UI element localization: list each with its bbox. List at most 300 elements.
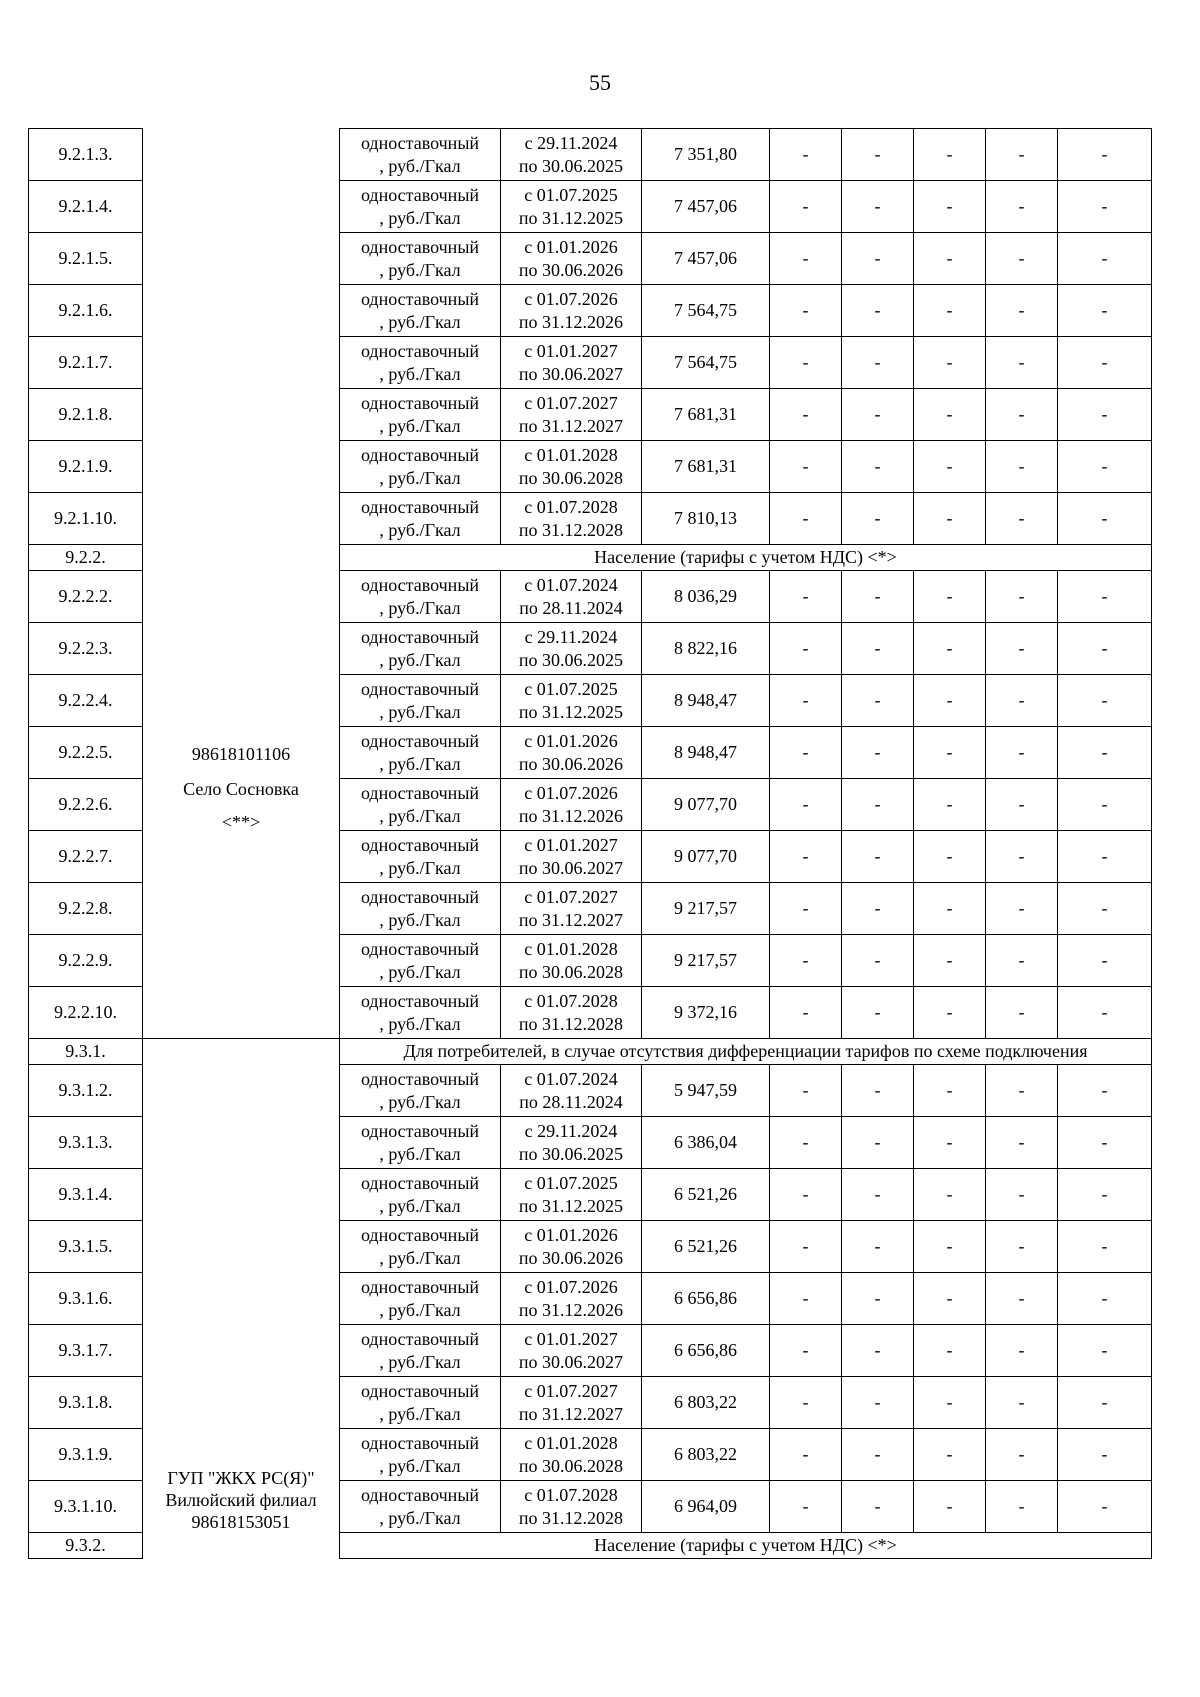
row-number-cell: 9.3.1.6. [29,1273,143,1325]
period-end: по 31.12.2026 [518,311,624,332]
tariff-type-cell [340,1377,501,1429]
empty-value-cell: - [842,1325,914,1377]
tariff-value-cell: 7 457,06 [642,181,770,233]
empty-value-cell: - [914,987,986,1039]
period-cell [501,675,642,727]
tariff-unit-line: , руб./Гкал [379,597,461,618]
empty-value-cell: - [1058,129,1152,181]
empty-value-cell: - [1058,337,1152,389]
period-start: с 29.11.2024 [524,132,618,153]
period-cell [501,623,642,675]
tariff-unit-line: , руб./Гкал [379,1455,461,1476]
empty-value-cell: - [842,1065,914,1117]
row-number-cell: 9.2.2.6. [29,779,143,831]
section-heading-cell: Для потребителей, в случае отсутствия дифференциации тарифов по схеме подключения [340,1039,1152,1065]
table-section-row [29,1039,1152,1065]
empty-value-cell: - [1058,1273,1152,1325]
tariff-type-line: одноставочный [360,184,480,205]
empty-value-cell: - [986,1117,1058,1169]
period-cell [501,233,642,285]
organization-line: Вилюйский филиал [165,1489,317,1510]
empty-value-cell: - [842,1169,914,1221]
tariff-type-cell [340,129,501,181]
empty-value-cell: - [1058,1169,1152,1221]
period-start: с 01.07.2024 [524,574,618,595]
empty-value-cell: - [770,1117,842,1169]
period-start: с 29.11.2024 [524,626,618,647]
tariff-value-cell: 6 521,26 [642,1169,770,1221]
empty-value-cell: - [770,285,842,337]
empty-value-cell: - [770,1065,842,1117]
organization-cell [143,129,340,1039]
empty-value-cell: - [1058,181,1152,233]
tariff-unit-line: , руб./Гкал [379,1247,461,1268]
empty-value-cell: - [986,727,1058,779]
tariff-type-cell [340,1065,501,1117]
period-end: по 31.12.2028 [518,1013,624,1034]
tariff-type-line: одноставочный [360,392,480,413]
period-cell [501,1065,642,1117]
period-start: с 01.07.2028 [524,496,618,517]
period-start: с 01.07.2024 [524,1068,618,1089]
tariff-type-cell [340,1325,501,1377]
period-end: по 30.06.2025 [518,155,624,176]
empty-value-cell: - [914,883,986,935]
empty-value-cell: - [842,1429,914,1481]
empty-value-cell: - [770,987,842,1039]
tariff-unit-line: , руб./Гкал [379,1299,461,1320]
empty-value-cell: - [842,831,914,883]
empty-value-cell: - [1058,1065,1152,1117]
empty-value-cell: - [770,389,842,441]
tariff-unit-line: , руб./Гкал [379,909,461,930]
tariff-value-cell: 9 372,16 [642,987,770,1039]
empty-value-cell: - [914,1377,986,1429]
tariff-unit-line: , руб./Гкал [379,1013,461,1034]
empty-value-cell: - [986,1273,1058,1325]
period-start: с 01.01.2026 [524,730,618,751]
empty-value-cell: - [770,831,842,883]
tariff-type-cell [340,935,501,987]
period-cell [501,493,642,545]
empty-value-cell: - [770,1169,842,1221]
period-end: по 31.12.2028 [518,1507,624,1528]
period-end: по 31.12.2025 [518,1195,624,1216]
tariff-type-cell [340,831,501,883]
tariff-type-cell [340,727,501,779]
period-start: с 01.07.2027 [524,1380,618,1401]
tariff-type-cell [340,1429,501,1481]
empty-value-cell: - [842,1221,914,1273]
row-number-cell: 9.2.2.5. [29,727,143,779]
period-cell [501,441,642,493]
tariff-type-line: одноставочный [360,730,480,751]
tariff-type-cell [340,1221,501,1273]
empty-value-cell: - [986,493,1058,545]
period-cell [501,727,642,779]
tariff-type-line: одноставочный [360,1484,480,1505]
period-start: с 01.01.2027 [524,1328,618,1349]
row-number-cell: 9.3.1.9. [29,1429,143,1481]
tariff-value-cell: 9 217,57 [642,883,770,935]
empty-value-cell: - [986,883,1058,935]
tariff-value-cell: 7 810,13 [642,493,770,545]
tariff-value-cell: 9 077,70 [642,831,770,883]
empty-value-cell: - [986,441,1058,493]
row-number-cell: 9.3.1.3. [29,1117,143,1169]
empty-value-cell: - [914,571,986,623]
tariff-type-line: одноставочный [360,782,480,803]
period-end: по 30.06.2025 [518,1143,624,1164]
empty-value-cell: - [770,1429,842,1481]
tariff-value-cell: 5 947,59 [642,1065,770,1117]
tariff-type-line: одноставочный [360,132,480,153]
row-number-cell: 9.2.2.7. [29,831,143,883]
organization-line: ГУП "ЖКХ РС(Я)" [167,1467,315,1488]
period-cell [501,337,642,389]
empty-value-cell: - [986,233,1058,285]
empty-value-cell: - [986,129,1058,181]
empty-value-cell: - [1058,1481,1152,1533]
empty-value-cell: - [842,727,914,779]
period-end: по 28.11.2024 [519,597,623,618]
empty-value-cell: - [1058,389,1152,441]
tariff-unit-line: , руб./Гкал [379,805,461,826]
empty-value-cell: - [914,337,986,389]
empty-value-cell: - [1058,1377,1152,1429]
period-cell [501,181,642,233]
row-number-cell: 9.3.2. [29,1533,143,1559]
empty-value-cell: - [986,987,1058,1039]
tariff-type-line: одноставочный [360,1120,480,1141]
empty-value-cell: - [1058,493,1152,545]
period-start: с 01.01.2026 [524,236,618,257]
period-end: по 30.06.2028 [518,1455,624,1476]
tariff-type-line: одноставочный [360,1328,480,1349]
row-number-cell: 9.2.2.8. [29,883,143,935]
row-number-cell: 9.2.1.7. [29,337,143,389]
row-number-cell: 9.3.1.5. [29,1221,143,1273]
period-cell [501,1273,642,1325]
tariff-table-body [29,129,1152,1559]
tariff-type-cell [340,441,501,493]
empty-value-cell: - [842,285,914,337]
period-end: по 31.12.2027 [518,909,624,930]
tariff-type-line: одноставочный [360,496,480,517]
tariff-value-cell: 7 681,31 [642,389,770,441]
empty-value-cell: - [1058,987,1152,1039]
empty-value-cell: - [914,623,986,675]
row-number-cell: 9.2.1.6. [29,285,143,337]
tariff-unit-line: , руб./Гкал [379,207,461,228]
empty-value-cell: - [842,1481,914,1533]
page-number: 55 [589,70,611,95]
tariff-unit-line: , руб./Гкал [379,1091,461,1112]
tariff-value-cell: 9 077,70 [642,779,770,831]
tariff-value-cell: 8 822,16 [642,623,770,675]
empty-value-cell: - [914,1273,986,1325]
tariff-value-cell: 6 964,09 [642,1481,770,1533]
period-cell [501,285,642,337]
empty-value-cell: - [1058,441,1152,493]
period-end: по 31.12.2026 [518,1299,624,1320]
tariff-unit-line: , руб./Гкал [379,1507,461,1528]
tariff-type-line: одноставочный [360,444,480,465]
empty-value-cell: - [770,493,842,545]
empty-value-cell: - [914,675,986,727]
tariff-type-cell [340,1273,501,1325]
empty-value-cell: - [1058,779,1152,831]
tariff-value-cell: 6 521,26 [642,1221,770,1273]
tariff-unit-line: , руб./Гкал [379,961,461,982]
row-number-cell: 9.2.2.9. [29,935,143,987]
empty-value-cell: - [842,389,914,441]
empty-value-cell: - [914,1481,986,1533]
period-end: по 31.12.2025 [518,207,624,228]
tariff-type-line: одноставочный [360,1380,480,1401]
tariff-unit-line: , руб./Гкал [379,1351,461,1372]
tariff-unit-line: , руб./Гкал [379,753,461,774]
tariff-value-cell: 7 351,80 [642,129,770,181]
empty-value-cell: - [986,1169,1058,1221]
tariff-type-cell [340,337,501,389]
table-row [29,129,1152,181]
tariff-type-cell [340,1117,501,1169]
period-cell [501,987,642,1039]
tariff-type-line: одноставочный [360,574,480,595]
tariff-unit-line: , руб./Гкал [379,1403,461,1424]
empty-value-cell: - [842,129,914,181]
empty-value-cell: - [770,1221,842,1273]
period-start: с 01.07.2027 [524,392,618,413]
empty-value-cell: - [770,571,842,623]
tariff-type-line: одноставочный [360,886,480,907]
period-cell [501,129,642,181]
empty-value-cell: - [986,779,1058,831]
empty-value-cell: - [770,441,842,493]
period-end: по 30.06.2027 [518,363,624,384]
empty-value-cell: - [914,727,986,779]
period-start: с 01.01.2028 [524,938,618,959]
period-end: по 30.06.2028 [518,961,624,982]
row-number-cell: 9.2.1.4. [29,181,143,233]
period-cell [501,1377,642,1429]
tariff-type-cell [340,623,501,675]
empty-value-cell: - [986,675,1058,727]
row-number-cell: 9.3.1.4. [29,1169,143,1221]
empty-value-cell: - [914,493,986,545]
empty-value-cell: - [914,1325,986,1377]
empty-value-cell: - [842,935,914,987]
empty-value-cell: - [986,623,1058,675]
tariff-type-cell [340,1481,501,1533]
empty-value-cell: - [986,1065,1058,1117]
period-end: по 30.06.2027 [518,1351,624,1372]
tariff-type-line: одноставочный [360,990,480,1011]
empty-value-cell: - [914,389,986,441]
tariff-unit-line: , руб./Гкал [379,701,461,722]
empty-value-cell: - [1058,831,1152,883]
empty-value-cell: - [842,883,914,935]
tariff-value-cell: 6 803,22 [642,1429,770,1481]
period-start: с 01.07.2025 [524,1172,618,1193]
empty-value-cell: - [842,493,914,545]
empty-value-cell: - [842,233,914,285]
row-number-cell: 9.3.1. [29,1039,143,1065]
period-end: по 30.06.2027 [518,857,624,878]
period-cell [501,935,642,987]
empty-value-cell: - [842,987,914,1039]
empty-value-cell: - [986,337,1058,389]
period-start: с 01.07.2026 [524,1276,618,1297]
period-start: с 01.01.2027 [524,340,618,361]
tariff-type-cell [340,181,501,233]
tariff-value-cell: 6 656,86 [642,1273,770,1325]
organization-line: Село Сосновка [183,779,299,800]
empty-value-cell: - [770,337,842,389]
tariff-value-cell: 7 564,75 [642,285,770,337]
empty-value-cell: - [914,831,986,883]
row-number-cell: 9.3.1.10. [29,1481,143,1533]
period-end: по 30.06.2026 [518,1247,624,1268]
tariff-unit-line: , руб./Гкал [379,155,461,176]
empty-value-cell: - [1058,233,1152,285]
empty-value-cell: - [914,1117,986,1169]
empty-value-cell: - [914,1429,986,1481]
empty-value-cell: - [1058,1117,1152,1169]
empty-value-cell: - [842,623,914,675]
period-cell [501,831,642,883]
period-start: с 01.07.2025 [524,678,618,699]
empty-value-cell: - [1058,727,1152,779]
tariff-type-cell [340,233,501,285]
period-end: по 30.06.2025 [518,649,624,670]
tariff-type-cell [340,493,501,545]
period-end: по 30.06.2026 [518,259,624,280]
empty-value-cell: - [986,181,1058,233]
tariff-type-line: одноставочный [360,938,480,959]
empty-value-cell: - [770,233,842,285]
period-start: с 01.01.2026 [524,1224,618,1245]
row-number-cell: 9.2.2.4. [29,675,143,727]
empty-value-cell: - [842,441,914,493]
empty-value-cell: - [1058,1429,1152,1481]
organization-line: 98618101106 [191,744,291,765]
empty-value-cell: - [1058,935,1152,987]
tariff-type-line: одноставочный [360,1432,480,1453]
empty-value-cell: - [1058,883,1152,935]
organization-cell [143,1039,340,1559]
empty-value-cell: - [1058,285,1152,337]
period-end: по 31.12.2027 [518,415,624,436]
row-number-cell: 9.2.1.5. [29,233,143,285]
period-start: с 01.07.2025 [524,184,618,205]
empty-value-cell: - [770,883,842,935]
period-start: с 01.01.2028 [524,444,618,465]
empty-value-cell: - [986,1481,1058,1533]
empty-value-cell: - [986,1429,1058,1481]
period-start: с 01.07.2026 [524,288,618,309]
empty-value-cell: - [914,1065,986,1117]
tariff-table [28,128,1152,1559]
period-start: с 01.01.2027 [524,834,618,855]
empty-value-cell: - [770,1481,842,1533]
tariff-type-line: одноставочный [360,1276,480,1297]
tariff-type-line: одноставочный [360,1224,480,1245]
empty-value-cell: - [914,1221,986,1273]
empty-value-cell: - [770,623,842,675]
empty-value-cell: - [842,779,914,831]
tariff-unit-line: , руб./Гкал [379,1195,461,1216]
period-cell [501,1481,642,1533]
empty-value-cell: - [842,1117,914,1169]
row-number-cell: 9.2.1.9. [29,441,143,493]
row-number-cell: 9.2.2.3. [29,623,143,675]
period-end: по 28.11.2024 [519,1091,623,1112]
row-number-cell: 9.3.1.2. [29,1065,143,1117]
empty-value-cell: - [986,935,1058,987]
tariff-value-cell: 8 948,47 [642,727,770,779]
row-number-cell: 9.2.1.3. [29,129,143,181]
empty-value-cell: - [986,285,1058,337]
tariff-type-cell [340,883,501,935]
tariff-type-line: одноставочный [360,236,480,257]
tariff-type-cell [340,1169,501,1221]
tariff-type-cell [340,389,501,441]
row-number-cell: 9.2.2.10. [29,987,143,1039]
row-number-cell: 9.2.1.10. [29,493,143,545]
tariff-value-cell: 9 217,57 [642,935,770,987]
period-start: с 01.07.2028 [524,1484,618,1505]
period-end: по 31.12.2027 [518,1403,624,1424]
tariff-type-cell [340,285,501,337]
empty-value-cell: - [842,675,914,727]
tariff-unit-line: , руб./Гкал [379,857,461,878]
tariff-type-cell [340,779,501,831]
tariff-type-line: одноставочный [360,288,480,309]
tariff-value-cell: 6 656,86 [642,1325,770,1377]
tariff-unit-line: , руб./Гкал [379,363,461,384]
period-end: по 31.12.2028 [518,519,624,540]
tariff-unit-line: , руб./Гкал [379,649,461,670]
tariff-unit-line: , руб./Гкал [379,467,461,488]
organization-line: <**> [221,812,261,833]
tariff-value-cell: 7 681,31 [642,441,770,493]
tariff-unit-line: , руб./Гкал [379,519,461,540]
empty-value-cell: - [1058,675,1152,727]
tariff-value-cell: 8 948,47 [642,675,770,727]
empty-value-cell: - [1058,1325,1152,1377]
tariff-unit-line: , руб./Гкал [379,1143,461,1164]
tariff-type-cell [340,571,501,623]
row-number-cell: 9.2.1.8. [29,389,143,441]
empty-value-cell: - [986,1377,1058,1429]
tariff-type-line: одноставочный [360,834,480,855]
empty-value-cell: - [770,129,842,181]
empty-value-cell: - [986,389,1058,441]
period-cell [501,779,642,831]
empty-value-cell: - [770,1325,842,1377]
period-cell [501,571,642,623]
period-start: с 01.07.2028 [524,990,618,1011]
empty-value-cell: - [1058,1221,1152,1273]
period-cell [501,389,642,441]
tariff-value-cell: 7 457,06 [642,233,770,285]
row-number-cell: 9.3.1.8. [29,1377,143,1429]
tariff-type-cell [340,675,501,727]
empty-value-cell: - [986,831,1058,883]
period-start: с 01.07.2026 [524,782,618,803]
